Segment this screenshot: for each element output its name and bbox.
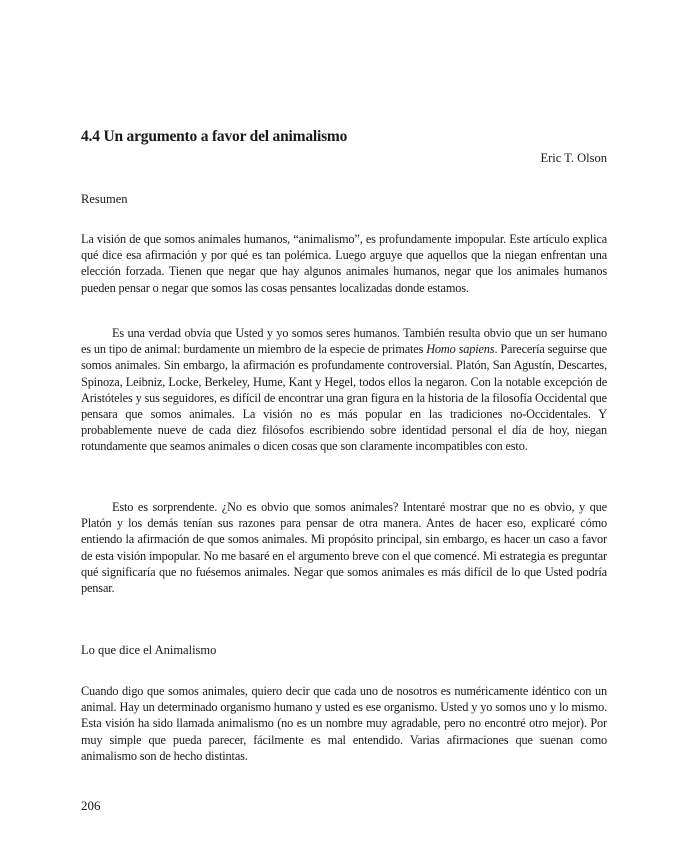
paragraph-text: Es una verdad obvia que Usted y yo somos seres humanos. También resulta obvio que un ser humano es un tipo de animal: burdamente un miembro de la especie de primates — [81, 326, 607, 357]
subsection-heading: Lo que dice el Animalismo — [81, 643, 217, 657]
abstract-paragraph: La visión de que somos animales humanos, “animalismo”, es profundamente impopular. Este artículo explica qué dice esa afirmación y por qué es tan polémica. Luego arguye que aquellos que la niegan enfrentan una elección forzada. Tienen que negar que hay algunos animales humanos, negar que los animales humanos pueden pensar o negar que somos las cosas pensantes localizadas donde estamos. — [81, 232, 607, 295]
abstract-heading: Resumen — [81, 192, 128, 206]
body-paragraph-1 — [81, 325, 607, 455]
page-number: 206 — [81, 798, 101, 813]
section-title: 4.4 Un argumento a favor del animalismo — [81, 128, 348, 145]
paragraph-text: . Parecería seguirse que somos animales. Sin embargo, la afirmación es profundamente controversial. Platón, San Agustín, Descartes, Spinoza, Leibniz, Locke, Berkeley, Hume, Kant y Hegel, todos ellos la negaron. Con la notable excepción de Aristóteles y sus seguidores, es difícil de encontrar una gran figura en la historia de la filosofía Occidental que pensara que somos animales. La visión no es más popular en las tradiciones no-Occidentales. Y probablemente nueve de cada diez filósofos escribiendo sobre identidad personal el día de hoy, niegan rotundamente que seamos animales o dicen cosas que son claramente incompatibles con esto. — [81, 342, 607, 454]
subsection-paragraph: Cuando digo que somos animales, quiero decir que cada uno de nosotros es numéricamente idéntico con un animal. Hay un determinado organismo humano y usted es ese organismo. Usted y yo somos uno y lo mismo. Esta visión ha sido llamada animalismo (no es un nombre muy agradable, pero no encontré otro mejor). Por muy simple que pueda parecer, fácilmente es mal entendido. Varias afirmaciones que suenan como animalismo son de hecho distintas. — [81, 684, 607, 763]
author-name: Eric T. Olson — [540, 151, 607, 165]
species-name: Homo sapiens — [426, 342, 495, 357]
body-paragraph-2: Esto es sorprendente. ¿No es obvio que somos animales? Intentaré mostrar que no es obvio, y que Platón y los demás tenían sus razones para pensar de otra manera. Antes de hacer eso, explicaré cómo entiendo la afirmación de que somos animales. Mi propósito principal, sin embargo, es hacer un caso a favor de esta visión impopular. No me basaré en el argumento breve con el que comencé. Mi estrategia es preguntar qué significaría que no fuésemos animales. Negar que somos animales es más difícil de lo que Usted podría pensar. — [81, 500, 607, 596]
